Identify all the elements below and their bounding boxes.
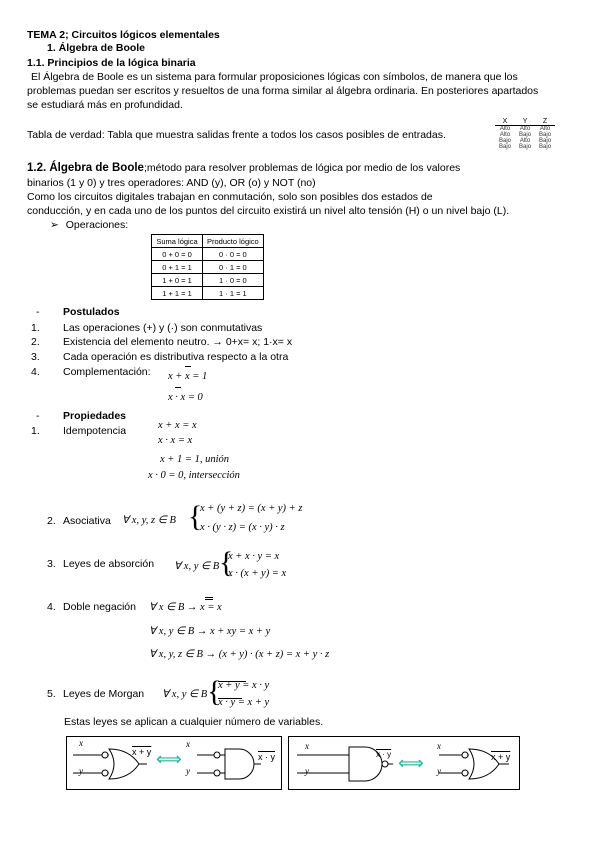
prop-num-4: 4. bbox=[47, 601, 56, 613]
absorcion-quantifier: ∀ x, y ∈ B bbox=[174, 561, 220, 572]
brace-icon: { bbox=[219, 546, 234, 579]
prop-num-2: 2. bbox=[47, 515, 56, 527]
diagram-output-4: x + y bbox=[491, 752, 511, 762]
morgan-quantifier: ∀ x, y ∈ B bbox=[162, 689, 208, 700]
postulado-4: Complementación: bbox=[63, 366, 151, 378]
prop-morgan: Leyes de Morgan bbox=[63, 688, 145, 700]
para-line-2: problemas puedan ser escritos y resueltos de una forma similar al álgebra ordinaria. En posteriores apartados bbox=[27, 85, 539, 97]
prop-idempotencia: Idempotencia bbox=[63, 425, 127, 437]
arrow-bullet-icon: ➢ bbox=[50, 219, 59, 231]
prop-num-3: 3. bbox=[47, 558, 56, 570]
overbar bbox=[218, 698, 242, 699]
doble-neg-eq-1: ∀ x ∈ B → x = x bbox=[149, 602, 222, 613]
diagram-output-2: x · y bbox=[258, 752, 275, 762]
section-1-2-title-rest: ;método para resolver problemas de lógica por medio de los valores bbox=[143, 162, 461, 174]
ops-table: Suma lógica Producto lógico 0 + 0 = 0 0 · 0 = 0 0 + 1 = 1 0 · 1 = 0 1 + 0 = 1 1 · 0 = 0 1 + 1 = 1 1 · 1 = 1 bbox=[151, 234, 264, 300]
diagram-y-label: y bbox=[437, 766, 441, 776]
overbar bbox=[205, 597, 213, 598]
asoc-quantifier: ∀ x, y, z ∈ B bbox=[122, 515, 176, 526]
section-1-2 bbox=[27, 162, 460, 174]
equivalence-arrow-icon: ⟺ bbox=[156, 749, 182, 769]
diagram-y-label: y bbox=[79, 766, 83, 776]
section-title-algebra: 1. Álgebra de Boole bbox=[47, 42, 146, 54]
prop-num-1: 1. bbox=[31, 425, 40, 437]
complement-eq-2: x · x = 0 bbox=[168, 392, 203, 403]
postulado-num-2: 2. bbox=[31, 336, 40, 348]
postulado-3: Cada operación es distributiva respecto a la otra bbox=[63, 351, 289, 363]
idem-eq-3: x + 1 = 1, unión bbox=[160, 454, 229, 465]
s12-line-1: binarios (1 y 0) y tres operadores: AND (y), OR (o) y NOT (no) bbox=[27, 177, 316, 189]
morgan-eq-1: x + y = x · y bbox=[218, 680, 270, 691]
asoc-eq-2: x · (y · z) = (x · y) · z bbox=[200, 522, 285, 533]
doble-neg-eq-2: ∀ x, y ∈ B → x + xy = x + y bbox=[149, 626, 271, 637]
postulado-1: Las operaciones (+) y (·) son conmutativas bbox=[63, 322, 263, 334]
postulado-2: Existencia del elemento neutro. → 0+x= x; 1·x= x bbox=[63, 336, 293, 348]
overbar bbox=[185, 366, 191, 367]
diagram-x-label: x bbox=[79, 738, 83, 748]
complement-eq-1: x + x = 1 bbox=[168, 371, 208, 382]
idem-eq-2: x · x = x bbox=[158, 435, 193, 446]
doble-neg-eq-3: ∀ x, y, z ∈ B → (x + y) · (x + z) = x + y · z bbox=[149, 649, 330, 660]
propiedades-dash: - bbox=[36, 410, 40, 422]
brace-icon: { bbox=[207, 675, 222, 708]
section-1-1-title: 1.1. Principios de la lógica binaria bbox=[27, 57, 196, 69]
asoc-eq-1: x + (y + z) = (x + y) + z bbox=[200, 503, 303, 514]
section-1-2-title: 1.2. Álgebra de Boole bbox=[27, 162, 144, 174]
s12-line-2: Como los circuitos digitales trabajan en conmutación, solo son posibles dos estados de bbox=[27, 191, 433, 203]
equivalence-arrow-icon: ⟺ bbox=[398, 753, 424, 773]
postulado-num-1: 1. bbox=[31, 322, 40, 334]
tabla-verdad-text: Tabla de verdad: Tabla que muestra salidas frente a todos los casos posibles de entradas. bbox=[27, 129, 446, 141]
para-line-3: se estudiará más en profundidad. bbox=[27, 99, 183, 111]
overbar bbox=[175, 387, 181, 388]
diagram-y-label: y bbox=[305, 766, 309, 776]
truth-table: X Y Z Alto Alto Alto Alto Bajo Bajo Bajo Alto Bajo Bajo Bajo Bajo bbox=[495, 118, 555, 150]
absorcion-eq-2: x · (x + y) = x bbox=[228, 568, 287, 579]
prop-doble-negacion: Doble negación bbox=[63, 601, 136, 613]
postulados-dash: - bbox=[36, 306, 40, 318]
prop-absorcion: Leyes de absorción bbox=[63, 558, 155, 570]
idem-eq-1: x + x = x bbox=[158, 420, 197, 431]
absorcion-eq-1: x + x · y = x bbox=[228, 551, 280, 562]
operaciones-bullet bbox=[50, 219, 128, 231]
diagram-x-label: x bbox=[186, 739, 190, 749]
overbar bbox=[218, 681, 246, 682]
s12-line-3: conducción, y en cada uno de los puntos del circuito existirá un nivel alto tensión (H) o un nivel bajo (L). bbox=[27, 205, 510, 217]
postulado-num-3: 3. bbox=[31, 351, 40, 363]
prop-asociativa: Asociativa bbox=[63, 515, 111, 527]
diagram-y-label: y bbox=[186, 766, 190, 776]
postulados-title: Postulados bbox=[63, 306, 120, 318]
morgan-eq-2: x · y = x + y bbox=[218, 697, 270, 708]
idem-eq-4: x · 0 = 0, intersección bbox=[148, 470, 240, 481]
postulado-num-4: 4. bbox=[31, 366, 40, 378]
diagram-x-label: x bbox=[437, 741, 441, 751]
overbar bbox=[205, 599, 213, 600]
diagram-x-label: x bbox=[305, 741, 309, 751]
diagram-output-3: x · y bbox=[376, 750, 392, 759]
tema-title: TEMA 2; Circuitos lógicos elementales bbox=[27, 29, 220, 41]
operaciones-label: Operaciones: bbox=[65, 219, 129, 231]
morgan-note: Estas leyes se aplican a cualquier número de variables. bbox=[64, 716, 324, 728]
brace-icon: { bbox=[188, 500, 203, 533]
prop-num-5: 5. bbox=[47, 688, 56, 700]
propiedades-title: Propiedades bbox=[63, 410, 127, 422]
para-line-1: El Álgebra de Boole es un sistema para formular proposiciones lógicas con símbolos, de manera que los bbox=[31, 71, 518, 83]
diagram-output-1: x + y bbox=[132, 747, 152, 757]
